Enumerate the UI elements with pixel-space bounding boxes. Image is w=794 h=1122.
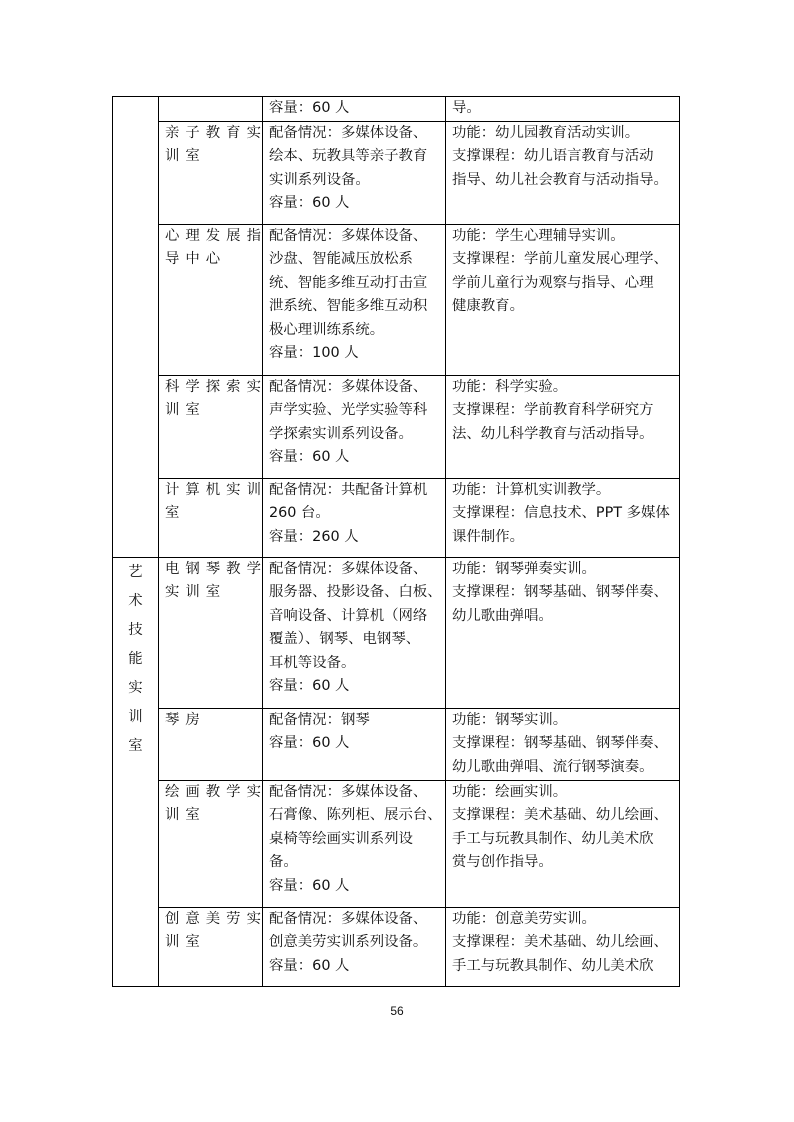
function-cell-line: 支撑课程：美术基础、幼儿绘画、 — [452, 934, 668, 950]
function-cell — [446, 478, 680, 557]
function-cell — [446, 375, 680, 478]
function-cell-line: 支撑课程：信息技术、PPT 多媒体 — [452, 505, 670, 521]
function-cell — [446, 907, 680, 986]
equipment-cell-line: 创意美劳实训系列设备。 — [269, 934, 428, 950]
function-cell-line: 功能：幼儿园教育活动实训。 — [452, 124, 640, 141]
function-cell-line: 课件制作。 — [452, 528, 524, 545]
equipment-cell-line: 配备情况：多媒体设备、 — [269, 910, 428, 927]
equipment-cell-line: 耳机等设备。 — [269, 654, 356, 671]
function-cell — [446, 224, 680, 375]
equipment-cell — [263, 478, 446, 557]
function-cell-line: 导。 — [452, 100, 481, 116]
function-cell — [446, 97, 680, 122]
function-cell-line: 功能：学生心理辅导实训。 — [452, 227, 625, 244]
function-cell-line: 功能：钢琴实训。 — [452, 711, 568, 728]
function-cell-line: 功能：计算机实训教学。 — [452, 481, 611, 498]
function-cell — [446, 780, 680, 907]
equipment-cell-line: 统、智能多维互动打击宣 — [269, 274, 428, 291]
equipment-cell-line: 沙盘、智能减压放松系 — [269, 251, 413, 267]
equipment-cell-line: 容量：60 人 — [269, 735, 350, 751]
function-cell-line: 法、幼儿科学教育与活动指导。 — [452, 425, 654, 442]
function-cell-line: 功能：科学实验。 — [452, 378, 568, 395]
function-cell-line: 支撑课程：学前儿童发展心理学、 — [452, 251, 668, 267]
equipment-cell — [263, 121, 446, 224]
room-name-cell — [159, 97, 263, 122]
equipment-cell — [263, 557, 446, 708]
function-cell-line: 支撑课程：幼儿语言教育与活动 — [452, 148, 654, 164]
room-name-cell-line: 导中心 — [165, 251, 227, 267]
function-cell-line: 幼儿歌曲弹唱。 — [452, 607, 553, 624]
table-row — [113, 97, 680, 122]
equipment-cell-line: 泄系统、智能多维互动积 — [269, 298, 428, 314]
equipment-cell-line: 学探索实训系列设备。 — [269, 425, 413, 442]
equipment-cell — [263, 224, 446, 375]
function-cell — [446, 557, 680, 708]
equipment-cell — [263, 708, 446, 780]
room-name-cell-line: 室 — [165, 505, 186, 521]
function-cell-line: 支撑课程：美术基础、幼儿绘画、 — [452, 807, 668, 823]
equipment-cell-line: 配备情况：多媒体设备、 — [269, 378, 428, 395]
equipment-cell-line: 配备情况：多媒体设备、 — [269, 560, 428, 577]
equipment-cell-line: 音响设备、计算机（网络 — [269, 607, 428, 624]
function-cell-line: 功能：绘画实训。 — [452, 783, 568, 800]
equipment-cell-line: 260 台。 — [269, 505, 330, 521]
room-name-cell-line: 科学探索实 — [165, 378, 267, 395]
function-cell — [446, 121, 680, 224]
function-cell-line: 支撑课程：钢琴基础、钢琴伴奏、 — [452, 584, 668, 600]
room-name-cell — [159, 780, 267, 907]
equipment-cell-line: 极心理训练系统。 — [269, 321, 385, 338]
equipment-cell-line: 绘本、玩教具等亲子教育 — [269, 148, 428, 164]
room-name-cell — [159, 708, 263, 780]
equipment-cell-line: 容量：60 人 — [269, 195, 350, 211]
function-cell-line: 幼儿歌曲弹唱、流行钢琴演奏。 — [452, 758, 654, 775]
room-name-cell — [159, 907, 267, 986]
equipment-cell-line: 实训系列设备。 — [269, 171, 370, 188]
table-row — [113, 121, 680, 224]
category-cell — [113, 557, 159, 986]
function-cell-line: 手工与玩教具制作、幼儿美术欣 — [452, 830, 654, 847]
table-row — [113, 375, 680, 478]
function-cell-line: 支撑课程：学前教育科学研究方 — [452, 402, 654, 418]
table-row — [113, 907, 680, 986]
room-name-cell-line: 琴房 — [165, 711, 206, 728]
category-label: 艺术技能实训室 — [128, 563, 143, 754]
equipment-cell-line: 配备情况：多媒体设备、 — [269, 124, 428, 141]
equipment-cell-line: 配备情况：多媒体设备、 — [269, 783, 428, 800]
room-name-cell — [159, 557, 267, 708]
table-row — [113, 780, 680, 907]
room-name-cell — [159, 375, 267, 478]
room-name-cell — [159, 121, 267, 224]
equipment-cell-line: 容量：60 人 — [269, 877, 350, 894]
equipment-cell-line: 石膏像、陈列柜、展示台、 — [269, 807, 442, 823]
equipment-cell — [263, 907, 446, 986]
function-cell-line: 健康教育。 — [452, 298, 524, 314]
equipment-cell — [263, 375, 446, 478]
room-name-cell-line: 绘画教学实 — [165, 783, 267, 800]
equipment-cell — [263, 780, 446, 907]
equipment-cell-line: 容量：60 人 — [269, 449, 350, 465]
function-cell-line: 手工与玩教具制作、幼儿美术欣 — [452, 957, 654, 974]
function-cell-line: 功能：钢琴弹奏实训。 — [452, 560, 596, 577]
equipment-cell-line: 容量：60 人 — [269, 957, 350, 974]
equipment-cell-line: 容量：60 人 — [269, 678, 350, 694]
equipment-cell-line: 声学实验、光学实验等科 — [269, 402, 428, 418]
equipment-cell-line: 配备情况：共配备计算机 — [269, 481, 428, 498]
room-name-cell-line: 训室 — [165, 807, 206, 823]
lab-table — [112, 96, 680, 987]
equipment-cell-line: 配备情况：钢琴 — [269, 711, 370, 728]
table-row — [113, 478, 680, 557]
room-name-cell-line: 训室 — [165, 402, 206, 418]
equipment-cell-line: 备。 — [269, 854, 298, 870]
page-number: 56 — [390, 1004, 404, 1018]
table-row — [113, 224, 680, 375]
room-name-cell-line: 训室 — [165, 148, 206, 164]
category-cell — [113, 97, 159, 558]
equipment-cell-line: 容量：60 人 — [269, 100, 350, 116]
room-name-cell — [159, 478, 267, 557]
equipment-cell-line: 容量：100 人 — [269, 345, 359, 361]
function-cell — [446, 708, 680, 780]
room-name-cell-line: 心理发展指 — [165, 227, 267, 244]
function-cell-line: 学前儿童行为观察与指导、心理 — [452, 274, 654, 291]
equipment-cell-line: 服务器、投影设备、白板、 — [269, 584, 442, 600]
function-cell-line: 支撑课程：钢琴基础、钢琴伴奏、 — [452, 735, 668, 751]
room-name-cell-line: 训室 — [165, 934, 206, 950]
room-name-cell-line: 电钢琴教学 — [165, 560, 267, 577]
function-cell-line: 功能：创意美劳实训。 — [452, 910, 596, 927]
room-name-cell-line: 计算机实训 — [165, 481, 267, 498]
room-name-cell-line: 创意美劳实 — [165, 910, 267, 927]
function-cell-line: 指导、幼儿社会教育与活动指导。 — [452, 171, 668, 188]
room-name-cell-line: 实训室 — [165, 584, 227, 600]
room-name-cell — [159, 224, 267, 375]
function-cell-line: 赏与创作指导。 — [452, 854, 553, 870]
room-name-cell-line: 亲子教育实 — [165, 124, 267, 141]
table-row — [113, 708, 680, 780]
equipment-cell-line: 覆盖）、钢琴、电钢琴、 — [269, 631, 421, 647]
equipment-cell-line: 容量：260 人 — [269, 528, 359, 545]
equipment-cell — [263, 97, 446, 122]
table-row — [113, 557, 680, 708]
equipment-cell-line: 配备情况：多媒体设备、 — [269, 227, 428, 244]
equipment-cell-line: 桌椅等绘画实训系列设 — [269, 830, 413, 847]
